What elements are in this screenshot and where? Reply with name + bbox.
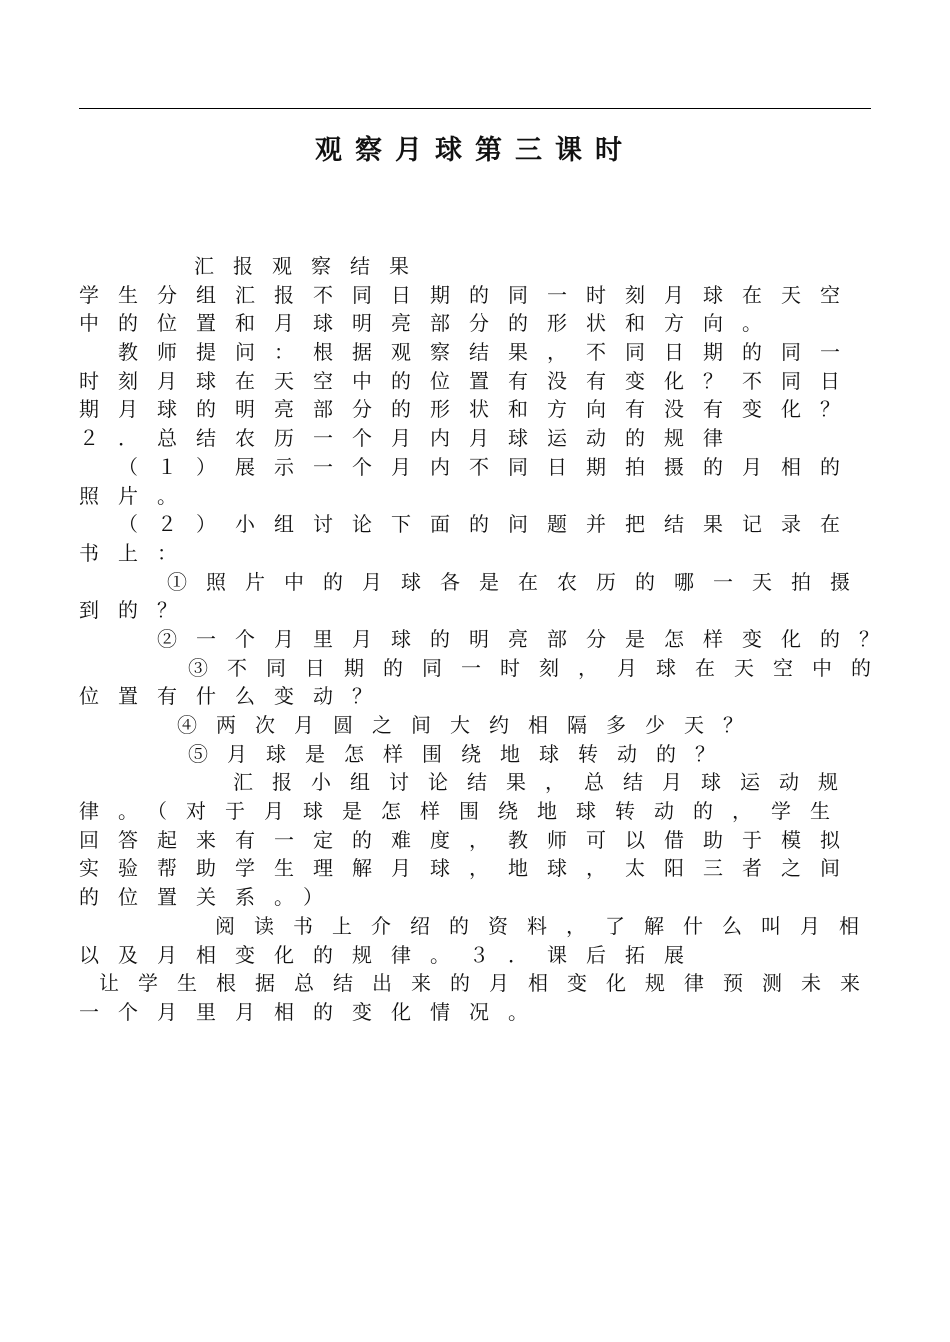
text-line: 的位置关系。） (79, 885, 342, 910)
body-text (79, 252, 898, 1027)
text-line: 让学生根据总结出来的月相变化规律预测未来 (99, 971, 879, 996)
text-line: ⑤月球是怎样围绕地球转动的？ (188, 741, 734, 766)
text-line: 位置有什么变动？ (79, 684, 391, 709)
text-line: 学生分组汇报不同日期的同一时刻月球在天空 (79, 282, 859, 307)
page-title: 观察月球第三课时 (315, 135, 635, 166)
text-line: （１）展示一个月内不同日期拍摄的月相的 (118, 454, 859, 479)
text-line: ②一个月里月球的明亮部分是怎样变化的？ (157, 626, 898, 651)
text-line: 汇报小组讨论结果，总结月球运动规 (233, 770, 857, 795)
text-line: 照片。 (79, 483, 196, 508)
text-line: 到的？ (79, 598, 196, 623)
text-line: 一个月里月相的变化情况。 (79, 999, 547, 1024)
text-line: （２）小组讨论下面的问题并把结果记录在 (118, 512, 859, 537)
text-line: 阅读书上介绍的资料，了解什么叫月相 (215, 913, 878, 938)
text-line: 教师提问：根据观察结果，不同日期的同一 (118, 340, 859, 365)
text-line: 汇报观察结果 (194, 254, 428, 278)
text-line: 以及月相变化的规律。３．课后拓展 (79, 942, 703, 967)
text-line: 律。（对于月球是怎样围绕地球转动的，学生 (79, 799, 849, 824)
text-line: 中的位置和月球明亮部分的形状和方向。 (79, 311, 781, 336)
text-line: ③不同日期的同一时刻，月球在天空中的 (188, 655, 890, 680)
text-line: ①照片中的月球各是在农历的哪一天拍摄 (167, 569, 869, 594)
text-line: 书上： (79, 540, 196, 565)
header-rule (79, 108, 871, 109)
text-line: ④两次月圆之间大约相隔多少天？ (177, 713, 762, 737)
text-line: 时刻月球在天空中的位置有没有变化？不同日 (79, 368, 859, 393)
text-line: 回答起来有一定的难度，教师可以借助于模拟 (79, 827, 859, 852)
text-line: ２．总结农历一个月内月球运动的规律 (79, 426, 742, 451)
text-line: 实验帮助学生理解月球，地球，太阳三者之间 (79, 856, 859, 881)
text-line: 期月球的明亮部分的形状和方向有没有变化？ (79, 397, 859, 422)
